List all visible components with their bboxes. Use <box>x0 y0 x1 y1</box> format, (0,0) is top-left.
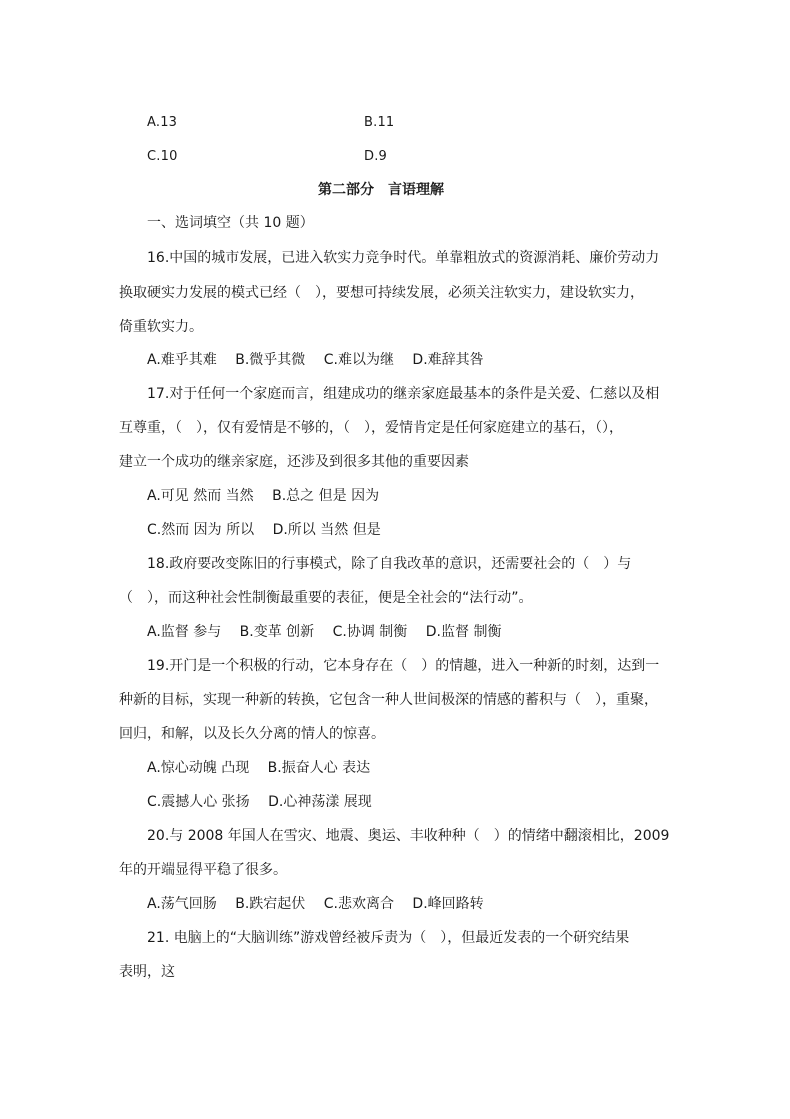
question-16-line-2: 换取硬实力发展的模式已经（ ），要想可持续发展，必须关注软实力，建设软实力， <box>119 285 644 301</box>
section-heading: 一、选词填空（共 10 题） <box>147 215 314 231</box>
option-d: D.9 <box>364 149 388 164</box>
question-17-options-2: C.然而 因为 所以 D.所以 当然 但是 <box>147 522 381 538</box>
question-19-options-1: A.惊心动魄 凸现 B.振奋人心 表达 <box>147 760 371 776</box>
question-21-line-1: 21. 电脑上的“大脑训练”游戏曾经被斥责为（ ），但最近发表的一个研究结果 <box>147 930 630 946</box>
question-17-line-3: 建立一个成功的继亲家庭，还涉及到很多其他的重要因素 <box>119 454 469 470</box>
question-16-line-3: 倚重软实力。 <box>119 319 203 335</box>
option-c: C.10 <box>147 149 178 164</box>
question-16-options: A.难乎其难 B.微乎其微 C.难以为继 D.难辞其咎 <box>147 352 484 368</box>
question-18-line-2: （ ），而这种社会性制衡最重要的表征，便是全社会的“法行动”。 <box>119 590 533 606</box>
question-20-line-1: 20.与 2008 年国人在雪灾、地震、奥运、丰收种种（ ）的情绪中翻滚相比，2009 <box>147 828 670 844</box>
option-a: A.13 <box>147 115 178 130</box>
question-20-options: A.荡气回肠 B.跌宕起伏 C.悲欢离合 D.峰回路转 <box>147 896 484 912</box>
question-17-line-1: 17.对于任何一个家庭而言，组建成功的继亲家庭最基本的条件是关爱、仁慈以及相 <box>147 386 660 402</box>
question-19-options-2: C.震撼人心 张扬 D.心神荡漾 展现 <box>147 794 372 810</box>
question-21-line-2: 表明，这 <box>119 964 175 980</box>
part-title: 第二部分 言语理解 <box>318 182 444 198</box>
question-19-line-1: 19.开门是一个积极的行动，它本身存在（ ）的情趣，进入一种新的时刻，达到一 <box>147 658 660 674</box>
question-19-line-3: 回归，和解，以及长久分离的情人的惊喜。 <box>119 726 385 742</box>
question-18-line-1: 18.政府要改变陈旧的行事模式，除了自我改革的意识，还需要社会的（ ）与 <box>147 556 632 572</box>
question-17-options-1: A.可见 然而 当然 B.总之 但是 因为 <box>147 488 380 504</box>
question-17-line-2: 互尊重，（ ），仅有爱情是不够的，（ ），爱情肯定是任何家庭建立的基石，（）， <box>119 420 623 436</box>
question-18-options: A.监督 参与 B.变革 创新 C.协调 制衡 D.监督 制衡 <box>147 624 502 640</box>
option-b: B.11 <box>364 115 395 130</box>
question-19-line-2: 种新的目标，实现一种新的转换，它包含一种人世间极深的情感的蓄积与（ ），重聚， <box>119 692 658 708</box>
question-20-line-2: 年的开端显得平稳了很多。 <box>119 862 287 878</box>
question-16-line-1: 16.中国的城市发展，已进入软实力竞争时代。单靠粗放式的资源消耗、廉价劳动力 <box>147 250 660 266</box>
